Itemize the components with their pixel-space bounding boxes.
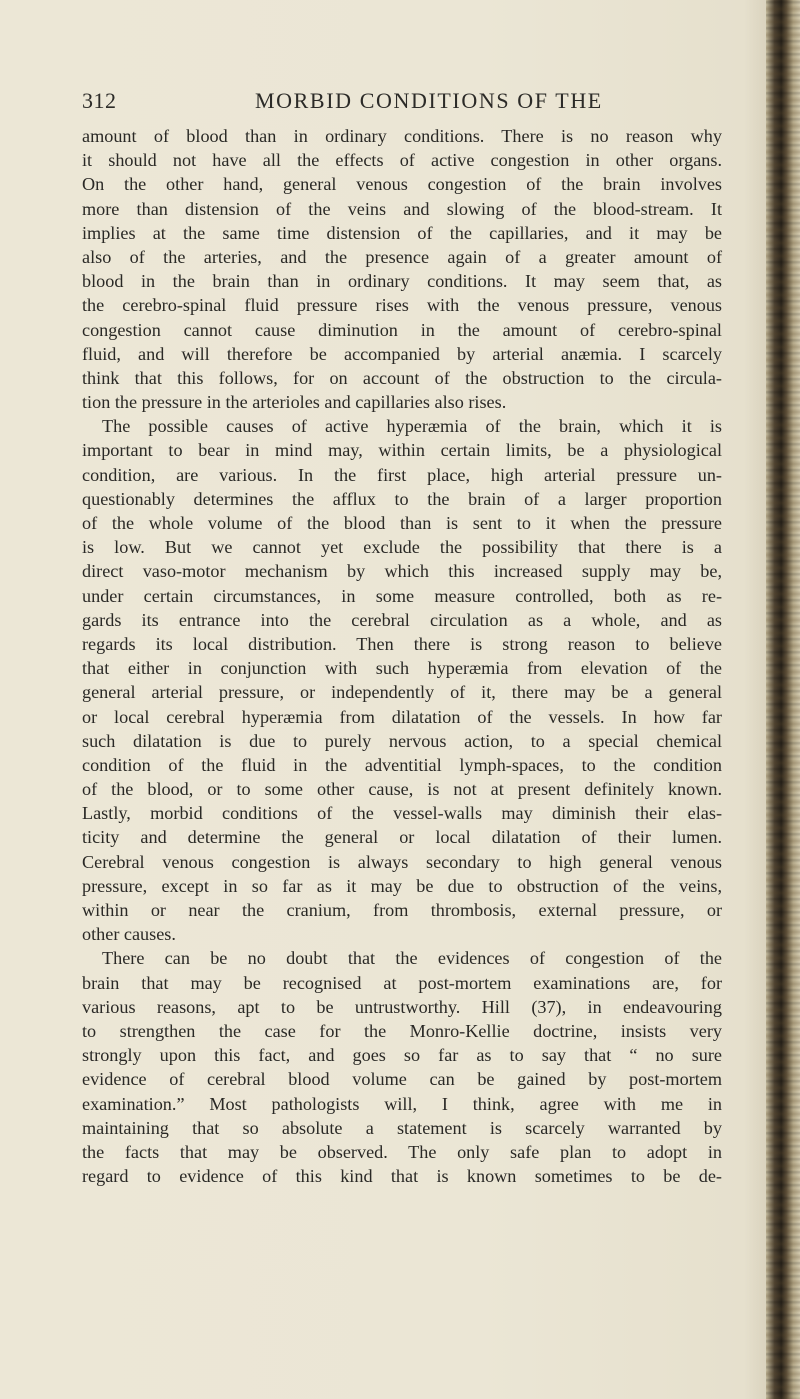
text-line: examination.” Most pathologists will, I think, agree with me in (82, 1093, 722, 1114)
text-line: congestion cannot cause diminution in the amount of cerebro-spinal (82, 319, 722, 340)
text-line: other causes. (82, 924, 176, 945)
text-line: the facts that may be observed. The only safe plan to adopt in (82, 1141, 722, 1162)
text-line: pressure, except in so far as it may be due to obstruction of the veins, (82, 875, 722, 896)
text-line: within or near the cranium, from thrombosis, external pressure, or (82, 900, 722, 920)
page-header (82, 88, 722, 118)
text-line: of the blood, or to some other cause, is not at present definitely known. (82, 779, 722, 800)
text-line: under certain circumstances, in some measure controlled, both as re- (82, 585, 722, 606)
text-line: to strengthen the case for the Monro-Kellie doctrine, insists very (82, 1020, 722, 1041)
text-line: condition, are various. In the first place, high arterial pressure un- (82, 464, 722, 485)
text-line: evidence of cerebral blood volume can be gained by post-mortem (82, 1069, 722, 1090)
text-line: the cerebro-spinal fluid pressure rises with the venous pressure, venous (82, 295, 722, 316)
text-line: more than distension of the veins and slowing of the blood-stream. It (82, 198, 722, 219)
text-line: gards its entrance into the cerebral circulation as a whole, and as (82, 609, 722, 630)
text-line: strongly upon this fact, and goes so far as to say that “ no sure (82, 1045, 722, 1066)
text-line: such dilatation is due to purely nervous action, to a special chemical (82, 730, 722, 751)
text-line: There can be no doubt that the evidences of congestion of the (102, 948, 722, 969)
text-line: Cerebral venous congestion is always secondary to high general venous (82, 851, 722, 872)
text-line: of the whole volume of the blood than is sent to it when the pressure (82, 513, 722, 533)
text-line: or local cerebral hyperæmia from dilatation of the vessels. In how far (82, 706, 722, 727)
text-line: fluid, and will therefore be accompanied by arterial anæmia. I scarcely (82, 343, 722, 364)
text-line: amount of blood than in ordinary conditions. There is no reason why (82, 126, 722, 146)
text-line: ticity and determine the general or local dilatation of their lumen. (82, 827, 722, 848)
text-line: that either in conjunction with such hyperæmia from elevation of the (82, 658, 722, 679)
text-line: is low. But we cannot yet exclude the possibility that there is a (82, 537, 722, 558)
text-line: condition of the fluid in the adventitial lymph-spaces, to the condition (82, 754, 722, 775)
text-line: it should not have all the effects of active congestion in other organs. (82, 150, 722, 171)
text-line: tion the pressure in the arterioles and capillaries also rises. (82, 392, 507, 413)
text-line: maintaining that so absolute a statement is scarcely warranted by (82, 1117, 722, 1138)
text-line: On the other hand, general venous congestion of the brain involves (82, 174, 722, 195)
text-line: think that this follows, for on account of the obstruction to the circula- (82, 367, 722, 388)
running-title: MORBID CONDITIONS OF THE (255, 88, 603, 113)
text-line: important to bear in mind may, within certain limits, be a physiological (82, 440, 722, 461)
page-number: 312 (82, 88, 117, 113)
text-line: brain that may be recognised at post-mortem examinations are, for (82, 972, 722, 993)
text-line: regard to evidence of this kind that is known sometimes to be de- (82, 1166, 722, 1187)
text-line: questionably determines the afflux to the brain of a larger proportion (82, 488, 722, 509)
text-line: general arterial pressure, or independently of it, there may be a general (82, 682, 722, 703)
text-line: blood in the brain than in ordinary conditions. It may seem that, as (82, 271, 722, 292)
book-binding-edge (766, 0, 800, 1399)
text-line: Lastly, morbid conditions of the vessel-walls may diminish their elas- (82, 803, 722, 824)
text-line: The possible causes of active hyperæmia of the brain, which it is (102, 416, 722, 437)
text-line: various reasons, apt to be untrustworthy. Hill (37), in endeavouring (82, 996, 722, 1017)
text-line: direct vaso-motor mechanism by which this increased supply may be, (82, 561, 722, 582)
text-line: regards its local distribution. Then there is strong reason to believe (82, 633, 722, 654)
text-line: also of the arteries, and the presence again of a greater amount of (82, 246, 722, 267)
text-line: implies at the same time distension of the capillaries, and it may be (82, 222, 722, 243)
body-text (82, 124, 722, 1188)
